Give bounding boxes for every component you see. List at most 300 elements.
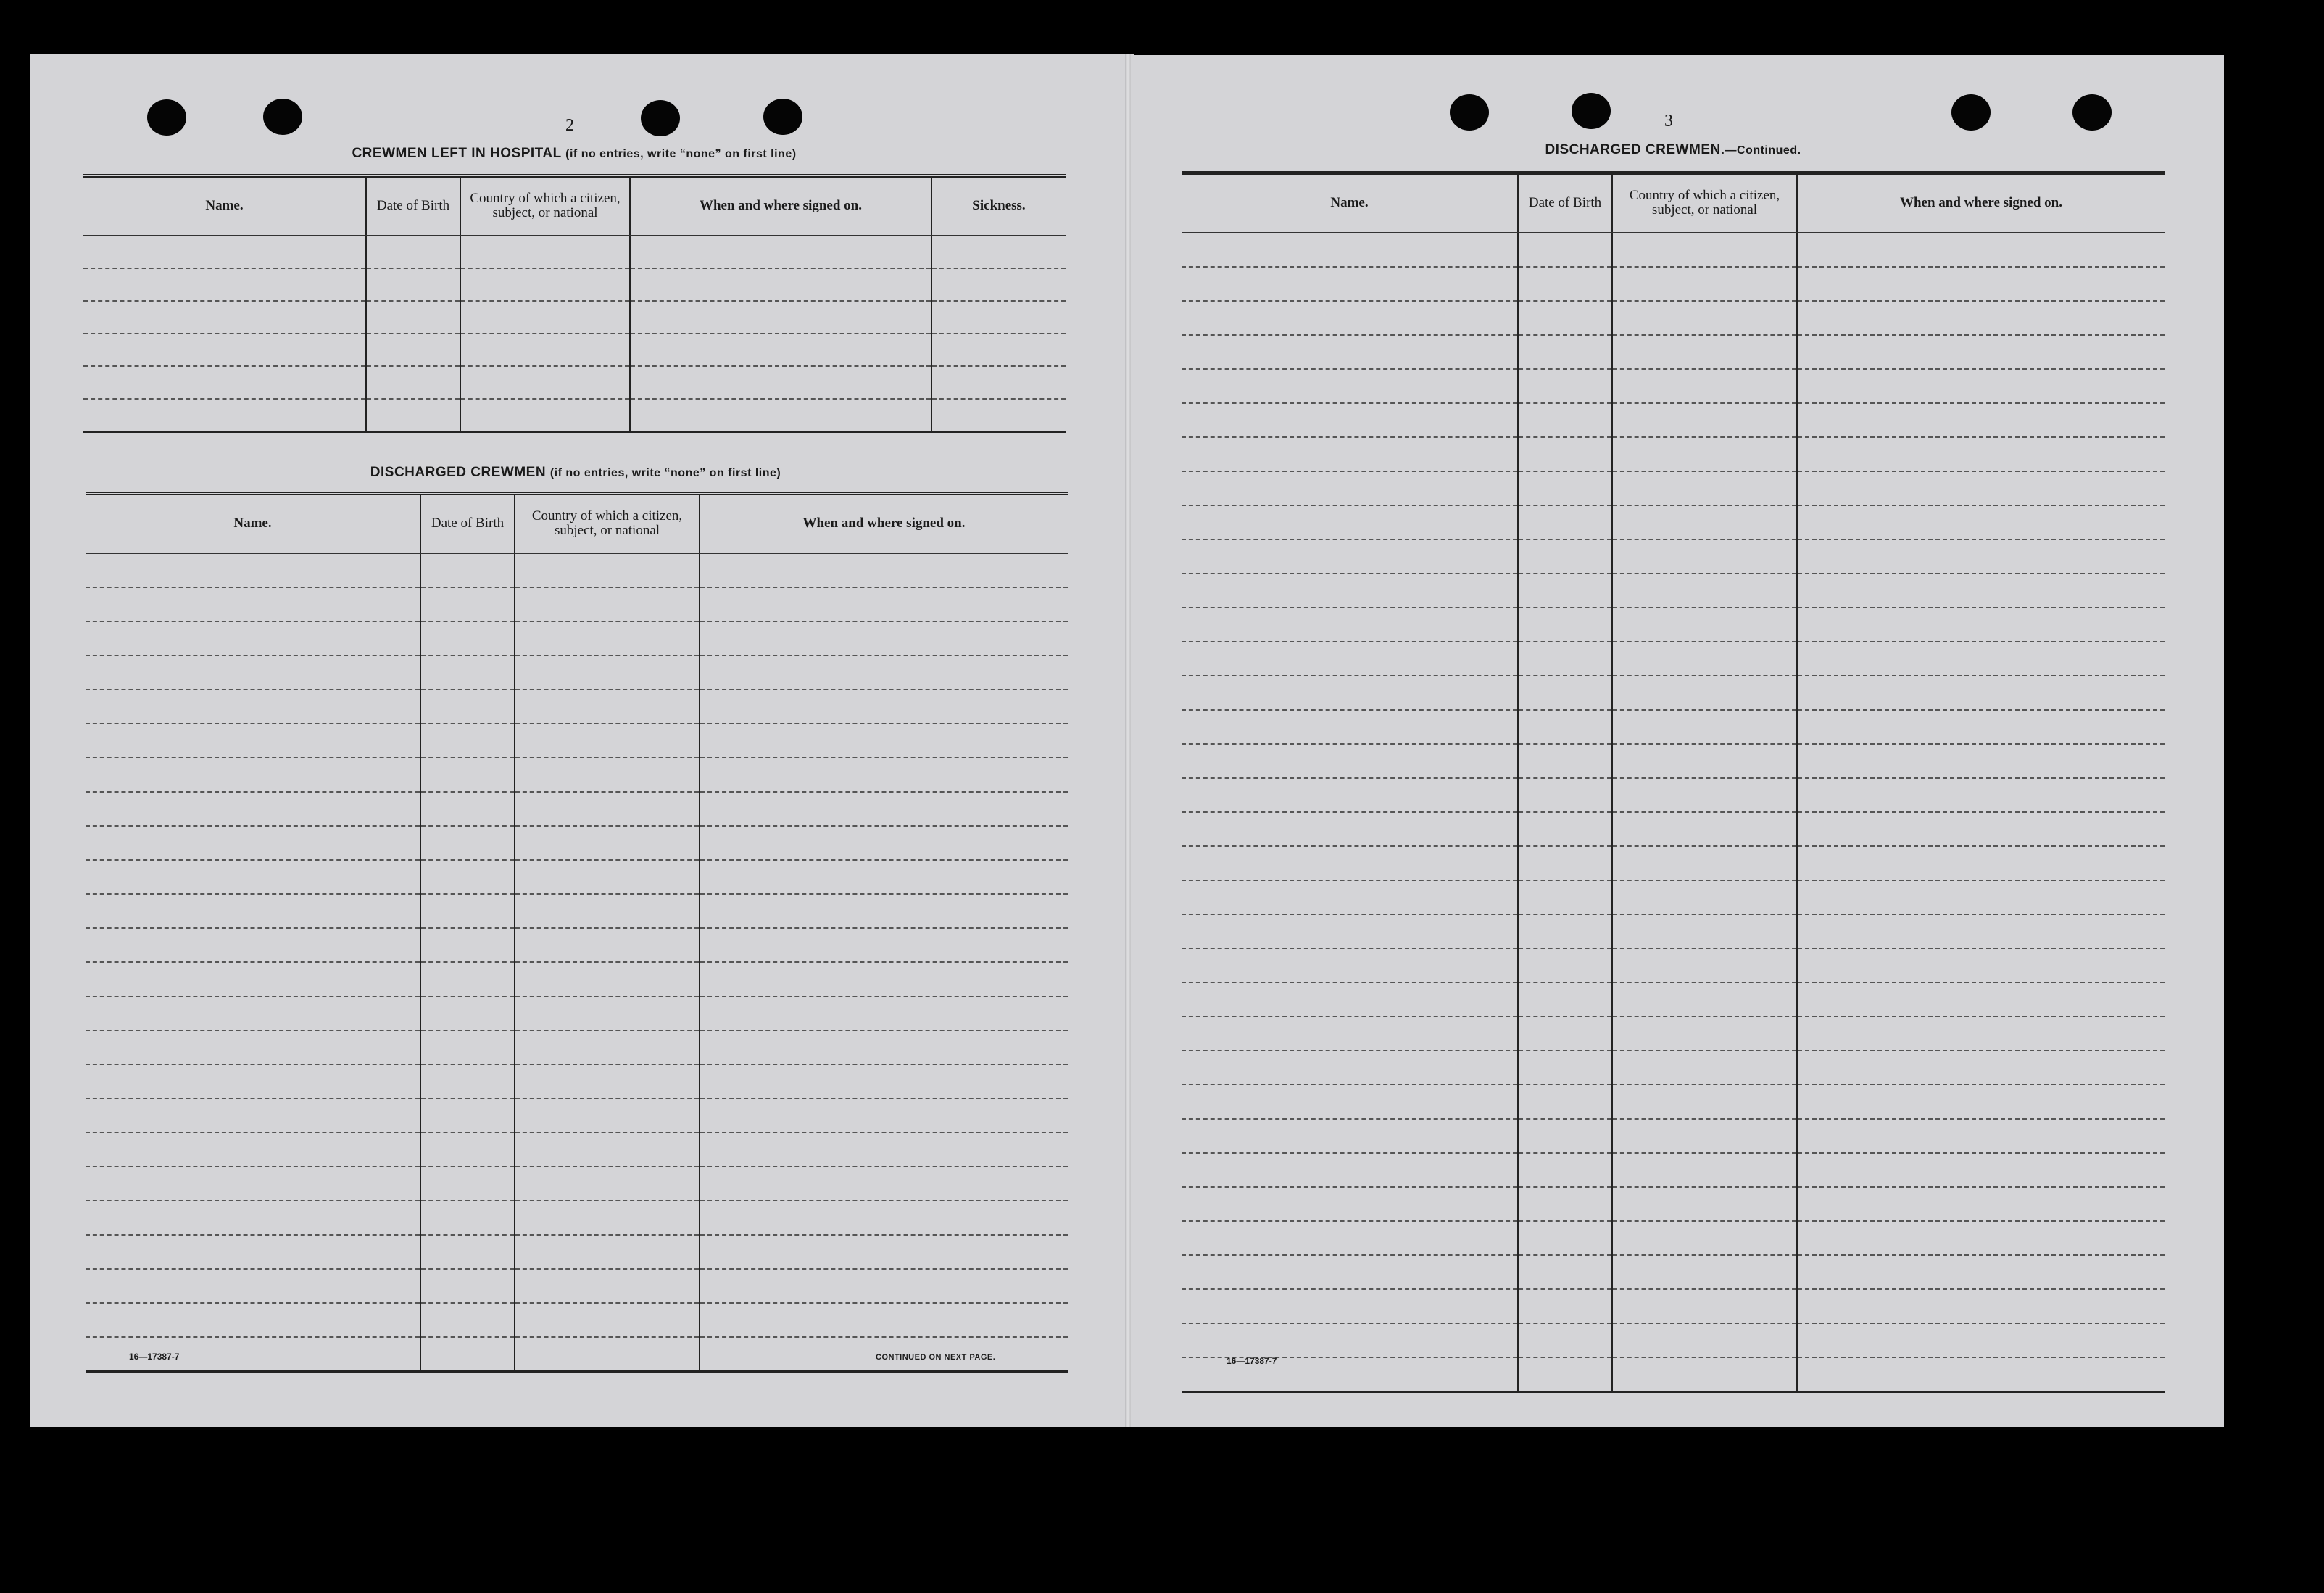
blank-entry-cell — [1797, 676, 2165, 710]
col-date-of-birth: Date of Birth — [420, 494, 515, 553]
blank-entry-cell — [1182, 369, 1518, 403]
blank-entry-cell — [1612, 948, 1797, 982]
blank-entry-cell — [700, 1201, 1068, 1235]
col-country: Country of which a citizen, subject, or national — [1612, 173, 1797, 233]
punch-hole — [1572, 93, 1611, 129]
blank-entry-cell — [420, 894, 515, 928]
blank-entry-cell — [515, 1030, 700, 1064]
blank-entry-cell — [420, 758, 515, 792]
blank-entry-cell — [515, 1337, 700, 1372]
blank-entry-cell — [1182, 812, 1518, 846]
section-title-discharged-continued — [1182, 142, 2165, 158]
blank-entry-cell — [1797, 437, 2165, 471]
blank-entry-cell — [86, 826, 420, 860]
blank-entry-row — [1182, 608, 2165, 642]
blank-entry-row — [86, 621, 1068, 655]
blank-entry-cell — [1182, 1119, 1518, 1153]
blank-entry-cell — [1518, 369, 1612, 403]
blank-entry-cell — [1182, 880, 1518, 914]
blank-entry-cell — [700, 758, 1068, 792]
blank-entry-cell — [1797, 1119, 2165, 1153]
blank-entry-cell — [1797, 505, 2165, 539]
blank-entry-cell — [1797, 710, 2165, 744]
blank-entry-cell — [1797, 301, 2165, 335]
blank-entry-cell — [1612, 1051, 1797, 1085]
blank-entry-cell — [1182, 1153, 1518, 1187]
blank-entry-cell — [420, 690, 515, 724]
blank-entry-cell — [420, 1269, 515, 1303]
col-country: Country of which a citizen, subject, or national — [515, 494, 700, 553]
blank-entry-cell — [420, 1133, 515, 1167]
discharged-note: (if no entries, write “none” on first line) — [549, 467, 781, 479]
blank-entry-cell — [1797, 1153, 2165, 1187]
blank-entry-cell — [86, 792, 420, 826]
blank-entry-cell — [86, 1133, 420, 1167]
blank-entry-cell — [1612, 1289, 1797, 1323]
blank-entry-cell — [1182, 778, 1518, 812]
blank-entry-cell — [86, 690, 420, 724]
blank-entry-cell — [515, 1167, 700, 1201]
col-name: Name. — [1182, 173, 1518, 233]
blank-entry-row — [86, 826, 1068, 860]
blank-entry-cell — [86, 996, 420, 1030]
blank-entry-row — [1182, 676, 2165, 710]
hospital-table — [83, 174, 1066, 433]
blank-entry-cell — [1518, 608, 1612, 642]
blank-entry-cell — [1612, 574, 1797, 608]
col-date-of-birth: Date of Birth — [1518, 173, 1612, 233]
blank-entry-cell — [1797, 539, 2165, 574]
blank-entry-cell — [420, 553, 515, 587]
blank-entry-row — [1182, 1357, 2165, 1392]
col-name: Name. — [83, 176, 366, 236]
blank-entry-cell — [86, 928, 420, 962]
blank-entry-cell — [1612, 710, 1797, 744]
blank-entry-cell — [1182, 982, 1518, 1017]
blank-entry-cell — [700, 1269, 1068, 1303]
blank-entry-cell — [83, 301, 366, 334]
blank-entry-cell — [420, 962, 515, 996]
blank-entry-cell — [1182, 505, 1518, 539]
blank-entry-cell — [1612, 1357, 1797, 1392]
blank-entry-cell — [83, 399, 366, 432]
blank-entry-cell — [1518, 710, 1612, 744]
blank-entry-cell — [700, 655, 1068, 690]
blank-entry-cell — [1182, 301, 1518, 335]
blank-entry-cell — [700, 894, 1068, 928]
blank-entry-cell — [515, 928, 700, 962]
blank-entry-cell — [1612, 1221, 1797, 1255]
blank-entry-cell — [460, 236, 630, 268]
blank-entry-row — [1182, 403, 2165, 437]
blank-entry-cell — [1612, 1119, 1797, 1153]
blank-entry-row — [1182, 1255, 2165, 1289]
blank-entry-cell — [1797, 233, 2165, 267]
blank-entry-cell — [420, 996, 515, 1030]
blank-entry-cell — [515, 724, 700, 758]
blank-entry-cell — [366, 301, 460, 334]
blank-entry-cell — [700, 1064, 1068, 1098]
blank-entry-cell — [1612, 846, 1797, 880]
blank-entry-cell — [700, 621, 1068, 655]
blank-entry-cell — [1518, 505, 1612, 539]
blank-entry-cell — [420, 1098, 515, 1133]
blank-entry-cell — [1797, 1017, 2165, 1051]
blank-entry-cell — [1182, 1221, 1518, 1255]
discharged-table — [86, 492, 1068, 1373]
blank-entry-cell — [1797, 267, 2165, 301]
blank-entry-cell — [420, 1030, 515, 1064]
blank-entry-cell — [700, 1133, 1068, 1167]
blank-entry-row — [1182, 1017, 2165, 1051]
blank-entry-cell — [1612, 1085, 1797, 1119]
blank-entry-cell — [700, 1303, 1068, 1337]
blank-entry-cell — [1518, 1289, 1612, 1323]
blank-entry-cell — [630, 301, 931, 334]
blank-entry-cell — [1518, 267, 1612, 301]
blank-entry-cell — [700, 690, 1068, 724]
blank-entry-cell — [1518, 1153, 1612, 1187]
blank-entry-cell — [1182, 710, 1518, 744]
blank-entry-cell — [1797, 1221, 2165, 1255]
blank-entry-cell — [1797, 1255, 2165, 1289]
blank-entry-cell — [86, 587, 420, 621]
blank-entry-cell — [83, 366, 366, 399]
blank-entry-cell — [1797, 1357, 2165, 1392]
blank-entry-cell — [86, 758, 420, 792]
blank-entry-cell — [366, 366, 460, 399]
blank-entry-cell — [1612, 403, 1797, 437]
blank-entry-cell — [1518, 1051, 1612, 1085]
blank-entry-cell — [1182, 1017, 1518, 1051]
blank-entry-cell — [1797, 1085, 2165, 1119]
blank-entry-cell — [1612, 301, 1797, 335]
discharged-continued-table — [1182, 171, 2165, 1393]
blank-entry-row — [86, 860, 1068, 894]
blank-entry-cell — [83, 334, 366, 366]
blank-entry-cell — [1612, 1153, 1797, 1187]
blank-entry-cell — [1797, 812, 2165, 846]
blank-entry-cell — [1182, 948, 1518, 982]
blank-entry-cell — [1518, 301, 1612, 335]
blank-entry-cell — [1518, 676, 1612, 710]
blank-entry-cell — [460, 399, 630, 432]
blank-entry-cell — [1518, 744, 1612, 778]
blank-entry-cell — [1612, 778, 1797, 812]
blank-entry-cell — [420, 621, 515, 655]
blank-entry-row — [1182, 846, 2165, 880]
discharged-title: DISCHARGED CREWMEN — [370, 465, 547, 480]
blank-entry-cell — [460, 301, 630, 334]
blank-entry-cell — [1518, 437, 1612, 471]
blank-entry-row — [1182, 710, 2165, 744]
col-signed-on: When and where signed on. — [700, 494, 1068, 553]
blank-entry-row — [86, 894, 1068, 928]
blank-entry-cell — [1518, 1085, 1612, 1119]
blank-entry-cell — [1182, 1289, 1518, 1323]
blank-entry-cell — [86, 1303, 420, 1337]
blank-entry-cell — [420, 655, 515, 690]
blank-entry-row — [1182, 335, 2165, 369]
blank-entry-row — [1182, 471, 2165, 505]
blank-entry-cell — [1612, 233, 1797, 267]
blank-entry-cell — [700, 860, 1068, 894]
blank-entry-cell — [1612, 744, 1797, 778]
punch-hole — [147, 99, 186, 136]
blank-entry-cell — [1797, 1289, 2165, 1323]
punch-hole — [763, 99, 802, 135]
col-date-of-birth: Date of Birth — [366, 176, 460, 236]
blank-entry-cell — [1797, 1187, 2165, 1221]
blank-entry-cell — [630, 334, 931, 366]
punch-hole — [2072, 94, 2112, 131]
blank-entry-cell — [1182, 1187, 1518, 1221]
blank-entry-cell — [1612, 1187, 1797, 1221]
blank-entry-cell — [1518, 778, 1612, 812]
blank-entry-cell — [420, 1167, 515, 1201]
blank-entry-row — [1182, 539, 2165, 574]
blank-entry-cell — [700, 826, 1068, 860]
blank-entry-cell — [1797, 642, 2165, 676]
blank-entry-cell — [86, 1201, 420, 1235]
blank-entry-row — [1182, 948, 2165, 982]
blank-entry-cell — [366, 236, 460, 268]
blank-entry-cell — [1182, 403, 1518, 437]
blank-entry-row — [1182, 1153, 2165, 1187]
blank-entry-cell — [700, 1030, 1068, 1064]
blank-entry-row — [86, 655, 1068, 690]
blank-entry-row — [86, 792, 1068, 826]
blank-entry-cell — [1518, 812, 1612, 846]
blank-entry-cell — [1797, 948, 2165, 982]
blank-entry-cell — [515, 587, 700, 621]
blank-entry-cell — [420, 724, 515, 758]
blank-entry-cell — [515, 894, 700, 928]
blank-entry-cell — [1518, 1323, 1612, 1357]
blank-entry-cell — [1797, 880, 2165, 914]
blank-entry-cell — [515, 690, 700, 724]
blank-entry-cell — [1797, 574, 2165, 608]
blank-entry-cell — [700, 928, 1068, 962]
blank-entry-cell — [1797, 778, 2165, 812]
blank-entry-cell — [515, 860, 700, 894]
blank-entry-cell — [420, 792, 515, 826]
blank-entry-cell — [1612, 1017, 1797, 1051]
blank-entry-row — [1182, 744, 2165, 778]
blank-entry-cell — [1612, 437, 1797, 471]
blank-entry-cell — [420, 826, 515, 860]
blank-entry-cell — [1182, 267, 1518, 301]
blank-entry-cell — [86, 894, 420, 928]
blank-entry-row — [86, 690, 1068, 724]
blank-entry-cell — [630, 236, 931, 268]
blank-entry-cell — [700, 1235, 1068, 1269]
blank-entry-row — [1182, 914, 2165, 948]
blank-entry-cell — [1518, 642, 1612, 676]
blank-entry-cell — [630, 268, 931, 301]
blank-entry-cell — [460, 366, 630, 399]
blank-entry-row — [1182, 1289, 2165, 1323]
blank-entry-cell — [1797, 608, 2165, 642]
blank-entry-cell — [1182, 1085, 1518, 1119]
blank-entry-row — [1182, 574, 2165, 608]
blank-entry-row — [1182, 1119, 2165, 1153]
blank-entry-cell — [700, 553, 1068, 587]
col-sickness: Sickness. — [931, 176, 1066, 236]
blank-entry-cell — [86, 553, 420, 587]
blank-entry-cell — [1612, 812, 1797, 846]
blank-entry-cell — [1797, 403, 2165, 437]
blank-entry-cell — [366, 268, 460, 301]
continued-suffix: —Continued. — [1725, 144, 1801, 157]
blank-entry-cell — [1797, 982, 2165, 1017]
blank-entry-row — [1182, 1051, 2165, 1085]
blank-entry-cell — [420, 1235, 515, 1269]
blank-entry-cell — [1612, 335, 1797, 369]
blank-entry-cell — [630, 399, 931, 432]
blank-entry-cell — [1612, 676, 1797, 710]
blank-entry-cell — [420, 1337, 515, 1372]
blank-entry-row — [86, 1167, 1068, 1201]
blank-entry-row — [86, 1064, 1068, 1098]
blank-entry-cell — [1797, 846, 2165, 880]
blank-entry-cell — [1518, 1119, 1612, 1153]
blank-entry-cell — [515, 1133, 700, 1167]
blank-entry-cell — [1518, 1017, 1612, 1051]
blank-entry-cell — [515, 1201, 700, 1235]
blank-entry-cell — [1182, 574, 1518, 608]
col-name: Name. — [86, 494, 420, 553]
blank-entry-row — [86, 1098, 1068, 1133]
blank-entry-cell — [1518, 335, 1612, 369]
blank-entry-cell — [700, 996, 1068, 1030]
blank-entry-row — [83, 334, 1066, 366]
blank-entry-cell — [1518, 1221, 1612, 1255]
blank-entry-cell — [1612, 539, 1797, 574]
blank-entry-row — [86, 962, 1068, 996]
blank-entry-cell — [1518, 403, 1612, 437]
section-title-discharged — [86, 465, 1066, 481]
blank-entry-cell — [86, 724, 420, 758]
blank-entry-cell — [515, 1098, 700, 1133]
blank-entry-row — [86, 1133, 1068, 1167]
blank-entry-cell — [366, 399, 460, 432]
blank-entry-row — [83, 301, 1066, 334]
blank-entry-cell — [86, 1098, 420, 1133]
blank-entry-cell — [1518, 880, 1612, 914]
blank-entry-cell — [1182, 335, 1518, 369]
blank-entry-cell — [1182, 608, 1518, 642]
blank-entry-row — [86, 1201, 1068, 1235]
blank-entry-cell — [515, 1064, 700, 1098]
blank-entry-row — [83, 399, 1066, 432]
blank-entry-cell — [1182, 676, 1518, 710]
blank-entry-cell — [515, 655, 700, 690]
blank-entry-cell — [515, 1303, 700, 1337]
blank-entry-cell — [460, 268, 630, 301]
blank-entry-cell — [86, 1235, 420, 1269]
blank-entry-cell — [460, 334, 630, 366]
col-signed-on: When and where signed on. — [630, 176, 931, 236]
blank-entry-row — [1182, 301, 2165, 335]
blank-entry-cell — [1797, 1051, 2165, 1085]
blank-entry-cell — [700, 792, 1068, 826]
blank-entry-cell — [515, 996, 700, 1030]
blank-entry-cell — [86, 655, 420, 690]
blank-entry-cell — [86, 621, 420, 655]
blank-entry-cell — [1612, 369, 1797, 403]
blank-entry-cell — [700, 1167, 1068, 1201]
punch-hole — [263, 99, 302, 135]
hospital-note: (if no entries, write “none” on first line) — [565, 148, 797, 160]
punch-hole — [1951, 94, 1991, 131]
blank-entry-row — [1182, 982, 2165, 1017]
blank-entry-cell — [515, 826, 700, 860]
blank-entry-row — [86, 724, 1068, 758]
blank-entry-cell — [420, 587, 515, 621]
blank-entry-cell — [1182, 914, 1518, 948]
page-number: 3 — [1664, 112, 1673, 131]
blank-entry-cell — [1518, 539, 1612, 574]
blank-entry-cell — [1182, 1323, 1518, 1357]
blank-entry-cell — [1182, 846, 1518, 880]
blank-entry-cell — [515, 962, 700, 996]
blank-entry-cell — [1518, 948, 1612, 982]
blank-entry-cell — [700, 587, 1068, 621]
blank-entry-row — [1182, 267, 2165, 301]
blank-entry-cell — [1518, 1187, 1612, 1221]
blank-entry-cell — [1612, 471, 1797, 505]
blank-entry-cell — [1797, 744, 2165, 778]
blank-entry-cell — [366, 334, 460, 366]
continued-note: CONTINUED ON NEXT PAGE. — [876, 1353, 996, 1362]
blank-entry-cell — [700, 1098, 1068, 1133]
punch-hole — [641, 100, 680, 136]
blank-entry-row — [1182, 369, 2165, 403]
page-number: 2 — [565, 116, 574, 135]
col-signed-on: When and where signed on. — [1797, 173, 2165, 233]
blank-entry-cell — [86, 1167, 420, 1201]
blank-entry-cell — [83, 236, 366, 268]
blank-entry-cell — [1182, 744, 1518, 778]
blank-entry-cell — [1612, 642, 1797, 676]
blank-entry-row — [1182, 437, 2165, 471]
blank-entry-cell — [1612, 505, 1797, 539]
blank-entry-cell — [1518, 1357, 1612, 1392]
blank-entry-cell — [1797, 1323, 2165, 1357]
blank-entry-cell — [1182, 539, 1518, 574]
blank-entry-row — [1182, 233, 2165, 267]
blank-entry-row — [1182, 1221, 2165, 1255]
blank-entry-cell — [1518, 914, 1612, 948]
punch-hole — [1450, 94, 1489, 131]
blank-entry-cell — [1182, 437, 1518, 471]
blank-entry-row — [86, 996, 1068, 1030]
section-title-hospital — [84, 146, 1064, 162]
blank-entry-cell — [1612, 982, 1797, 1017]
blank-entry-cell — [931, 399, 1066, 432]
blank-entry-cell — [1182, 642, 1518, 676]
blank-entry-row — [1182, 778, 2165, 812]
blank-entry-cell — [86, 1064, 420, 1098]
blank-entry-cell — [1518, 233, 1612, 267]
blank-entry-cell — [515, 758, 700, 792]
blank-entry-cell — [515, 1235, 700, 1269]
blank-entry-row — [86, 1030, 1068, 1064]
blank-entry-cell — [1518, 1255, 1612, 1289]
blank-entry-row — [86, 1269, 1068, 1303]
blank-entry-row — [86, 928, 1068, 962]
